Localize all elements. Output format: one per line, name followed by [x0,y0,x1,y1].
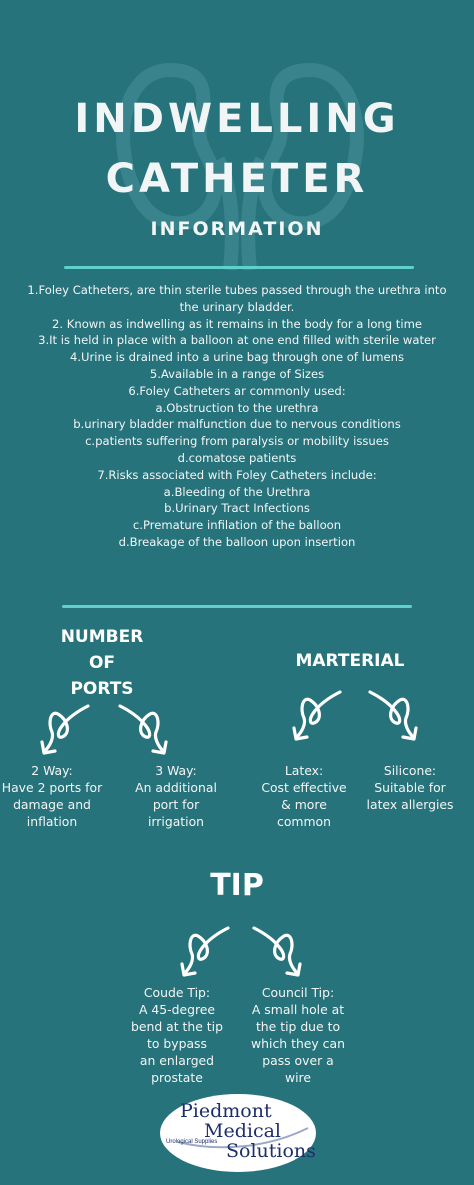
tip-council-line: pass over a [262,1053,334,1068]
info-line: b.Urinary Tract Infections [164,501,310,516]
info-line: 3.It is held in place with a balloon at one end filled with sterile water [38,333,436,348]
ports-2way-line: 2 Way: [31,763,73,778]
curly-arrow-down-right-icon [364,686,420,744]
ports-2way-line: Have 2 ports for [1,780,103,795]
tip-coude-text [124,984,230,1086]
tip-coude-line: an enlarged [139,1053,215,1068]
ports-3way-line: port for [152,797,200,812]
info-line: 2. Known as indwelling as it remains in the body for a long time [52,316,422,331]
logo-text-piedmont: Piedmont [180,1100,272,1122]
info-line: 6.Foley Catheters ar commonly used: [128,383,346,398]
curly-arrow-down-left-icon [178,922,234,980]
logo-text-solutions: Solutions [226,1140,316,1162]
ports-3way-line: An additional [135,780,217,795]
curly-arrow-down-right-icon [248,922,304,980]
tip-council-text [244,984,352,1086]
ports-2way-text [0,762,104,830]
ports-2way-line: inflation [26,814,78,829]
info-line: 1.Foley Catheters, are thin sterile tubes passed through the urethra into [27,283,447,297]
tip-coude-line: to bypass [147,1036,207,1051]
info-line: a.Obstruction to the urethra [155,400,319,415]
material-latex-line: & more [281,797,327,812]
material-latex-text [252,762,356,830]
ports-heading [42,624,162,702]
tip-heading: TIP [210,868,264,903]
ports-2way-line: damage and [13,797,91,812]
tip-council-line: the tip due to [255,1019,341,1034]
ports-heading-line: OF [88,653,116,673]
tip-coude-line: prostate [151,1070,203,1085]
info-line: 7.Risks associated with Foley Catheters include: [97,467,377,482]
tip-council-line: wire [284,1070,312,1085]
info-line: d.comatose patients [177,450,297,465]
info-line: 4.Urine is drained into a urine bag through one of lumens [69,350,405,365]
title-line-2: CATHETER [105,156,369,202]
material-heading: MARTERIAL [295,651,405,671]
tip-council-line: which they can [251,1036,345,1051]
logo-tagline: Urological Supplies [166,1139,218,1145]
logo-text-medical: Medical [204,1120,281,1142]
tip-council-line: A small hole at [251,1002,345,1017]
tip-council-line: Council Tip: [261,985,335,1000]
info-list [10,282,464,551]
curly-arrow-down-left-icon [290,686,346,744]
ports-3way-text [124,762,228,830]
info-line: 5.Available in a range of Sizes [149,366,325,381]
material-silicone-line: Suitable for [374,780,446,795]
info-line: d.Breakage of the balloon upon insertion [118,534,356,549]
subtitle: INFORMATION [150,218,324,240]
tip-coude-line: bend at the tip [131,1019,223,1034]
material-silicone-text [358,762,462,813]
material-latex-line: Cost effective [261,780,347,795]
ports-3way-line: irrigation [147,814,205,829]
title-line-1: INDWELLING [74,96,400,142]
material-silicone-line: latex allergies [366,797,454,812]
ports-heading-line: PORTS [70,679,134,699]
info-line: c.patients suffering from paralysis or mobility issues [85,434,389,449]
material-latex-line: Latex: [284,763,324,778]
info-line: c.Premature infilation of the balloon [132,518,342,533]
tip-coude-line: Coude Tip: [143,985,211,1000]
info-line: the urinary bladder. [179,299,295,314]
company-logo [158,1092,318,1174]
info-line: a.Bleeding of the Urethra [163,484,311,499]
tip-coude-line: A 45-degree [138,1002,216,1017]
curly-arrow-down-left-icon [38,700,94,758]
divider-middle [62,605,412,608]
ports-3way-line: 3 Way: [155,763,197,778]
ports-heading-line: NUMBER [60,627,144,647]
curly-arrow-down-right-icon [114,700,170,758]
material-silicone-line: Silicone: [383,763,437,778]
material-latex-line: common [277,814,331,829]
divider-top [64,266,414,269]
info-line: b.urinary bladder malfunction due to nervous conditions [73,417,401,432]
